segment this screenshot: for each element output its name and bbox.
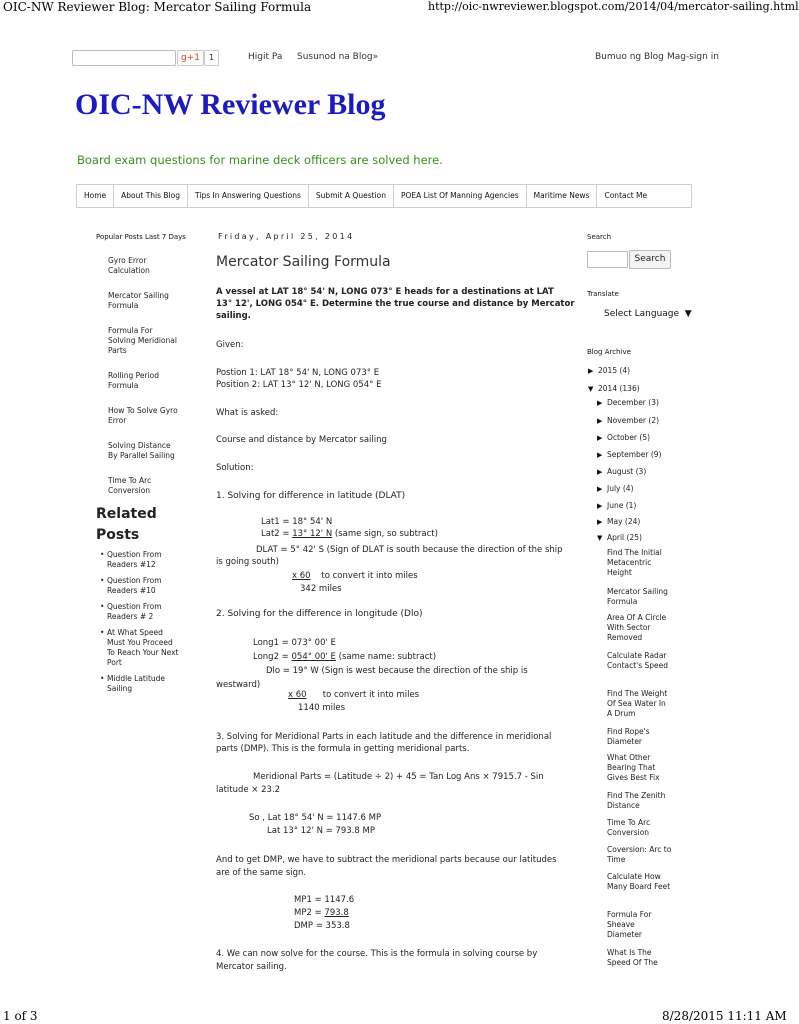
next-blog-link[interactable]: Higit Pa [248, 52, 283, 62]
archive-post[interactable]: Calculate How Many Board Feet [607, 872, 671, 891]
popular-post-item[interactable]: Rolling Period Formula [108, 371, 159, 390]
question-line: A vessel at LAT 18° 54' N, LONG 073° E heads for a destinations at LAT [216, 287, 554, 297]
archive-year-label[interactable]: 2014 (136) [598, 384, 640, 393]
archive-post[interactable]: Area Of A Circle With Sector Removed [607, 613, 667, 642]
archive-month-label[interactable]: September (9) [607, 450, 662, 459]
x60-value: x 60 [292, 571, 311, 581]
dlat-line: DLAT = 5° 42' S (Sign of DLAT is south because the direction of the ship [256, 545, 563, 555]
triangle-down-icon[interactable]: ▼ [588, 385, 594, 393]
page-tabs [76, 184, 692, 208]
long2-note: (same name: subtract) [335, 652, 437, 662]
mp2-value: 793.8 [324, 908, 349, 918]
mp1-line: MP1 = 1147.6 [294, 895, 355, 905]
popular-posts-heading: Popular Posts Last 7 Days [96, 233, 186, 241]
archive-post[interactable]: Find The Zenith Distance [607, 791, 666, 810]
mp2-label: MP2 = [294, 908, 325, 918]
miles-1: 342 miles [300, 584, 342, 594]
tab-contact[interactable]: Contact Me [604, 191, 648, 200]
position-1: Postion 1: LAT 18° 54' N, LONG 073° E [216, 368, 380, 378]
post-date: Friday, April 25, 2014 [218, 232, 355, 241]
search-heading: Search [587, 233, 612, 241]
triangle-right-icon[interactable]: ▶ [597, 518, 603, 526]
archive-post[interactable]: Calculate Radar Contact's Speed [607, 651, 669, 670]
tab-poea[interactable]: POEA List Of Manning Agencies [394, 185, 527, 207]
tab-news[interactable]: Maritime News [527, 185, 598, 207]
archive-year-2015[interactable] [588, 366, 630, 375]
archive-heading: Blog Archive [587, 348, 631, 356]
step-4-heading: 4. We can now solve for the course. This is the formula in solving course by [216, 949, 538, 959]
archive-post[interactable]: What Is The Speed Of The [607, 948, 658, 967]
navbar-search-input[interactable] [72, 50, 176, 66]
x60-line [292, 571, 418, 581]
dmp-explain-2: are of the same sign. [216, 868, 307, 878]
so-lat-line: So , Lat 18° 54' N = 1147.6 MP [249, 813, 382, 823]
search-button[interactable]: Search [629, 250, 671, 269]
tab-about[interactable]: About This Blog [114, 185, 188, 207]
mp-formula: Meridional Parts = (Latitude ÷ 2) + 45 = Tan Log Ans × 7915.7 - Sin [253, 772, 544, 782]
lat1-line: Lat1 = 18° 54' N [261, 517, 333, 527]
post-title[interactable]: Mercator Sailing Formula [216, 254, 391, 270]
position-2: Position 2: LAT 13° 12' N, LONG 054° E [216, 380, 382, 390]
language-select[interactable] [604, 309, 692, 319]
archive-post[interactable]: Find The Initial Metacentric Height [607, 548, 662, 577]
triangle-right-icon[interactable]: ▶ [588, 367, 594, 375]
archive-month[interactable] [597, 533, 642, 542]
print-header-title: OIC-NW Reviewer Blog: Mercator Sailing Formula [3, 0, 312, 14]
mp2-line [294, 908, 349, 918]
asked-label: What is asked: [216, 408, 279, 418]
dmp-explain: And to get DMP, we have to subtract the meridional parts because our latitudes [216, 855, 557, 865]
print-footer-page: 1 of 3 [3, 1009, 38, 1023]
given-label: Given: [216, 340, 244, 350]
archive-post[interactable]: Formula For Sheave Diameter [607, 910, 652, 939]
related-post-item[interactable]: • Question From Readers # 2 [100, 602, 180, 622]
related-post-item[interactable]: • At What Speed Must You Proceed To Reach Your Next Port [100, 628, 180, 668]
triangle-right-icon[interactable]: ▶ [597, 468, 603, 476]
archive-month[interactable] [597, 467, 646, 476]
archive-month-label[interactable]: August (3) [607, 467, 647, 476]
tab-tips[interactable]: Tips In Answering Questions [188, 185, 309, 207]
gplus-count: 1 [204, 50, 219, 66]
solution-label: Solution: [216, 463, 254, 473]
popular-post-item[interactable]: How To Solve Gyro Error [108, 406, 178, 425]
archive-month-label[interactable]: June (1) [607, 501, 637, 510]
translate-heading: Translate [587, 290, 619, 298]
step-1-heading: 1. Solving for difference in latitude (DLAT) [216, 491, 406, 501]
print-header-url: http://oic-nwreviewer.blogspot.com/2014/04/mercator-sailing.html [428, 0, 799, 13]
chevron-down-icon: ▼ [684, 309, 692, 319]
x60-note: to convert it into miles [321, 571, 418, 581]
archive-month-label[interactable]: July (4) [607, 484, 634, 493]
archive-post[interactable]: Coversion: Arc to Time [607, 845, 672, 864]
archive-month-label[interactable]: October (5) [607, 433, 651, 442]
follow-blog-link[interactable]: Susunod na Blog» [297, 52, 379, 62]
lat2-note: (same sign, so subtract) [332, 529, 438, 539]
triangle-right-icon[interactable]: ▶ [597, 485, 603, 493]
triangle-right-icon[interactable]: ▶ [597, 417, 603, 425]
archive-month[interactable] [597, 501, 636, 510]
long2-value: 054° 00' E [291, 652, 336, 662]
triangle-right-icon[interactable]: ▶ [597, 502, 603, 510]
popular-post-item[interactable]: Time To Arc Conversion [108, 476, 152, 495]
popular-posts-list [108, 256, 178, 511]
triangle-right-icon[interactable]: ▶ [597, 451, 603, 459]
step-3-heading-2: parts (DMP). This is the formula in getting meridional parts. [216, 744, 470, 754]
archive-post[interactable]: Mercator Sailing Formula [607, 587, 668, 606]
dlo-line-2: westward) [216, 680, 261, 690]
asked-value: Course and distance by Mercator sailing [216, 435, 387, 445]
dmp-line: DMP = 353.8 [294, 921, 350, 931]
step-2-heading: 2. Solving for the difference in longitude (Dlo) [216, 609, 423, 619]
blog-title[interactable]: OIC-NW Reviewer Blog [75, 88, 386, 121]
so-lat-line-2: Lat 13° 12' N = 793.8 MP [267, 826, 375, 836]
archive-year-2014[interactable] [588, 384, 640, 393]
lat2-value: 13° 12' N [292, 529, 333, 539]
archive-post[interactable]: Time To Arc Conversion [607, 818, 651, 837]
triangle-down-icon[interactable]: ▼ [597, 534, 603, 542]
dlat-line-2: is going south) [216, 557, 279, 567]
dlo-line: Dlo = 19° W (Sign is west because the direction of the ship is [266, 666, 528, 676]
mp-formula-2: latitude × 23.2 [216, 785, 281, 795]
archive-month-label[interactable]: November (2) [607, 416, 660, 425]
triangle-right-icon[interactable]: ▶ [597, 399, 603, 407]
related-posts-list [100, 550, 180, 700]
step-3-heading: 3. Solving for Meridional Parts in each latitude and the difference in meridional [216, 732, 552, 742]
archive-month[interactable] [597, 416, 659, 425]
miles-2: 1140 miles [298, 703, 345, 713]
tab-submit[interactable]: Submit A Question [309, 185, 394, 207]
gplus-button[interactable]: g+1 [177, 50, 204, 66]
tab-home[interactable]: Home [77, 185, 114, 207]
archive-year-label[interactable]: 2015 (4) [598, 366, 631, 375]
archive-post[interactable]: What Other Bearing That Gives Best Fix [607, 753, 660, 782]
blog-description: Board exam questions for marine deck officers are solved here. [77, 153, 443, 167]
popular-post-item[interactable]: Solving Distance By Parallel Sailing [108, 441, 175, 460]
step-4-heading-2: Mercator sailing. [216, 962, 287, 972]
popular-post-item[interactable]: Gyro Error Calculation [108, 256, 150, 275]
archive-month[interactable] [597, 433, 650, 442]
related-post-item[interactable]: • Question From Readers #10 [100, 576, 180, 596]
related-posts-heading: Related Posts [96, 506, 157, 543]
language-select-label: Select Language [604, 309, 680, 319]
search-input[interactable] [587, 251, 628, 268]
x60-note: to convert it into miles [322, 690, 420, 700]
popular-post-item[interactable]: Formula For Solving Meridional Parts [108, 326, 177, 355]
print-footer-datetime: 8/28/2015 11:11 AM [662, 1009, 787, 1023]
create-blog-link[interactable]: Bumuo ng Blog [595, 52, 664, 62]
archive-month-label[interactable]: December (3) [607, 398, 659, 407]
question-line: sailing. [216, 311, 251, 321]
archive-month[interactable] [597, 398, 659, 407]
long2-label: Long2 = [253, 652, 292, 662]
x60-line [288, 690, 419, 700]
archive-month-label[interactable]: April (25) [607, 533, 642, 542]
question-line: 13° 12', LONG 054° E. Determine the true course and distance by Mercator [216, 299, 575, 309]
archive-month[interactable] [597, 484, 634, 493]
related-post-item[interactable]: • Question From Readers #12 [100, 550, 180, 570]
archive-month-label[interactable]: May (24) [607, 517, 641, 526]
archive-month[interactable] [597, 517, 640, 526]
archive-post[interactable]: Find The Weight Of Sea Water In A Drum [607, 689, 668, 718]
related-post-item[interactable]: • Middle Latitude Sailing [100, 674, 180, 694]
x60-value: x 60 [288, 690, 307, 700]
popular-post-item[interactable]: Mercator Sailing Formula [108, 291, 169, 310]
lat2-label: Lat2 = [261, 529, 293, 539]
sign-in-link[interactable]: Mag-sign in [667, 52, 719, 62]
archive-post[interactable]: Find Rope's Diameter [607, 727, 650, 746]
long2-line [253, 652, 436, 662]
long1-line: Long1 = 073° 00' E [253, 638, 336, 648]
archive-month[interactable] [597, 450, 661, 459]
triangle-right-icon[interactable]: ▶ [597, 434, 603, 442]
lat2-line [261, 529, 438, 539]
